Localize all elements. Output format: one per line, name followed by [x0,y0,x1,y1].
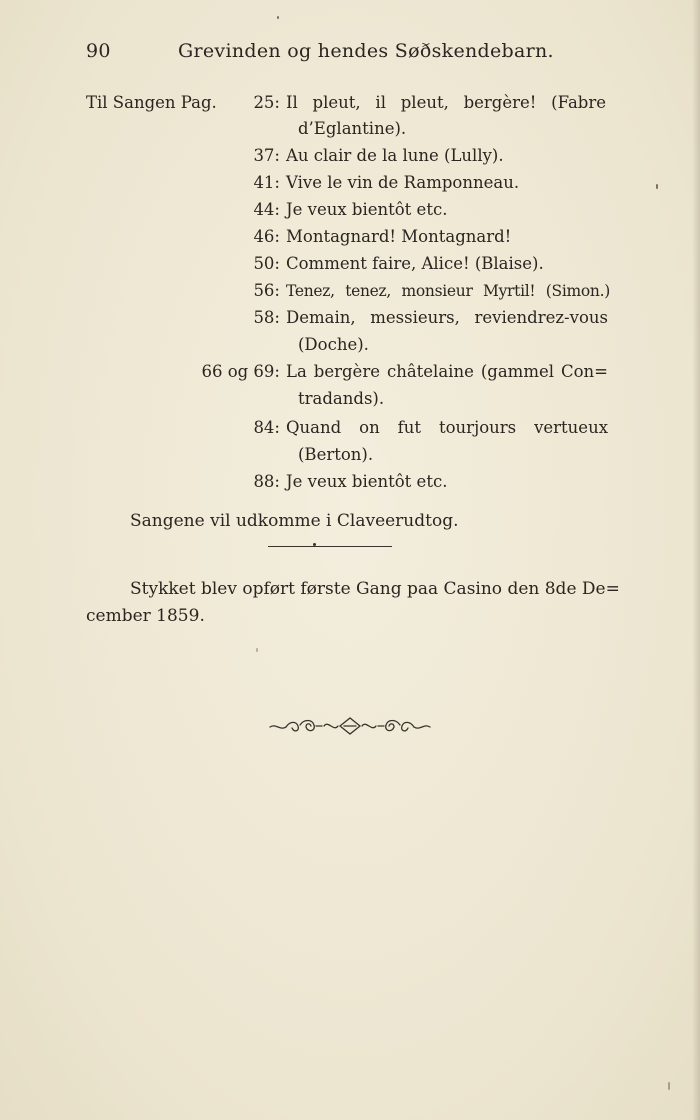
tailpiece-ornament [268,715,432,737]
paper-speck [277,16,279,19]
entry-title-continued: tradands). [298,389,385,408]
entry-pages: 88: [253,472,280,491]
entry-pages: 84: [253,418,280,437]
entry-pages: 25: [253,93,280,112]
entry-title: Je veux bientôt etc. [286,472,448,491]
divider-rule [268,546,392,547]
index-lead-text: Til Sangen Pag. [86,93,217,112]
entry-pages: 44: [253,200,280,219]
entry-title: Comment faire, Alice! (Blaise). [286,254,544,273]
entry-title: Je veux bientôt etc. [286,200,448,219]
entry-title: Vive le vin de Ramponneau. [286,173,520,192]
running-title: Grevinden og hendes Søðskendebarn. [178,40,554,62]
entry-pages: 41: [253,173,280,192]
note-first-performance-continued: cember 1859. [86,606,205,626]
entry-pages: 66 og 69: [201,362,280,381]
paper-speck [256,648,258,652]
entry-title: Montagnard! Montagnard! [286,227,512,246]
entry-pages: 37: [253,146,280,165]
note-first-performance: Stykket blev opført første Gang paa Casino den 8de De= [130,579,620,599]
entry-title: La bergère châtelaine (gammel Con= [286,362,608,381]
note-songs-published: Sangene vil udkomme i Claveerudtog. [130,511,459,531]
entry-title: Quand on fut tourjours vertueux [286,418,608,437]
entry-title-continued: (Berton). [298,445,374,464]
paper-speck [668,1082,670,1090]
paper-speck [656,184,658,189]
entry-pages: 58: [253,308,280,327]
entry-title: Tenez, tenez, monsieur Myrtil! (Simon.) [286,282,610,300]
entry-pages: 50: [253,254,280,273]
page-edge-shadow [692,0,700,1120]
running-head [86,40,606,66]
entry-title: Au clair de la lune (Lully). [286,146,504,165]
entry-title: Demain, messieurs, reviendrez-vous [286,308,608,327]
entry-pages: 56: [253,281,280,300]
page-number: 90 [86,40,111,62]
entry-title: Il pleut, il pleut, bergère! (Fabre [286,93,606,112]
entry-title-continued: d’Eglantine). [298,119,407,138]
entry-title-continued: (Doche). [298,335,369,354]
entry-pages: 46: [253,227,280,246]
